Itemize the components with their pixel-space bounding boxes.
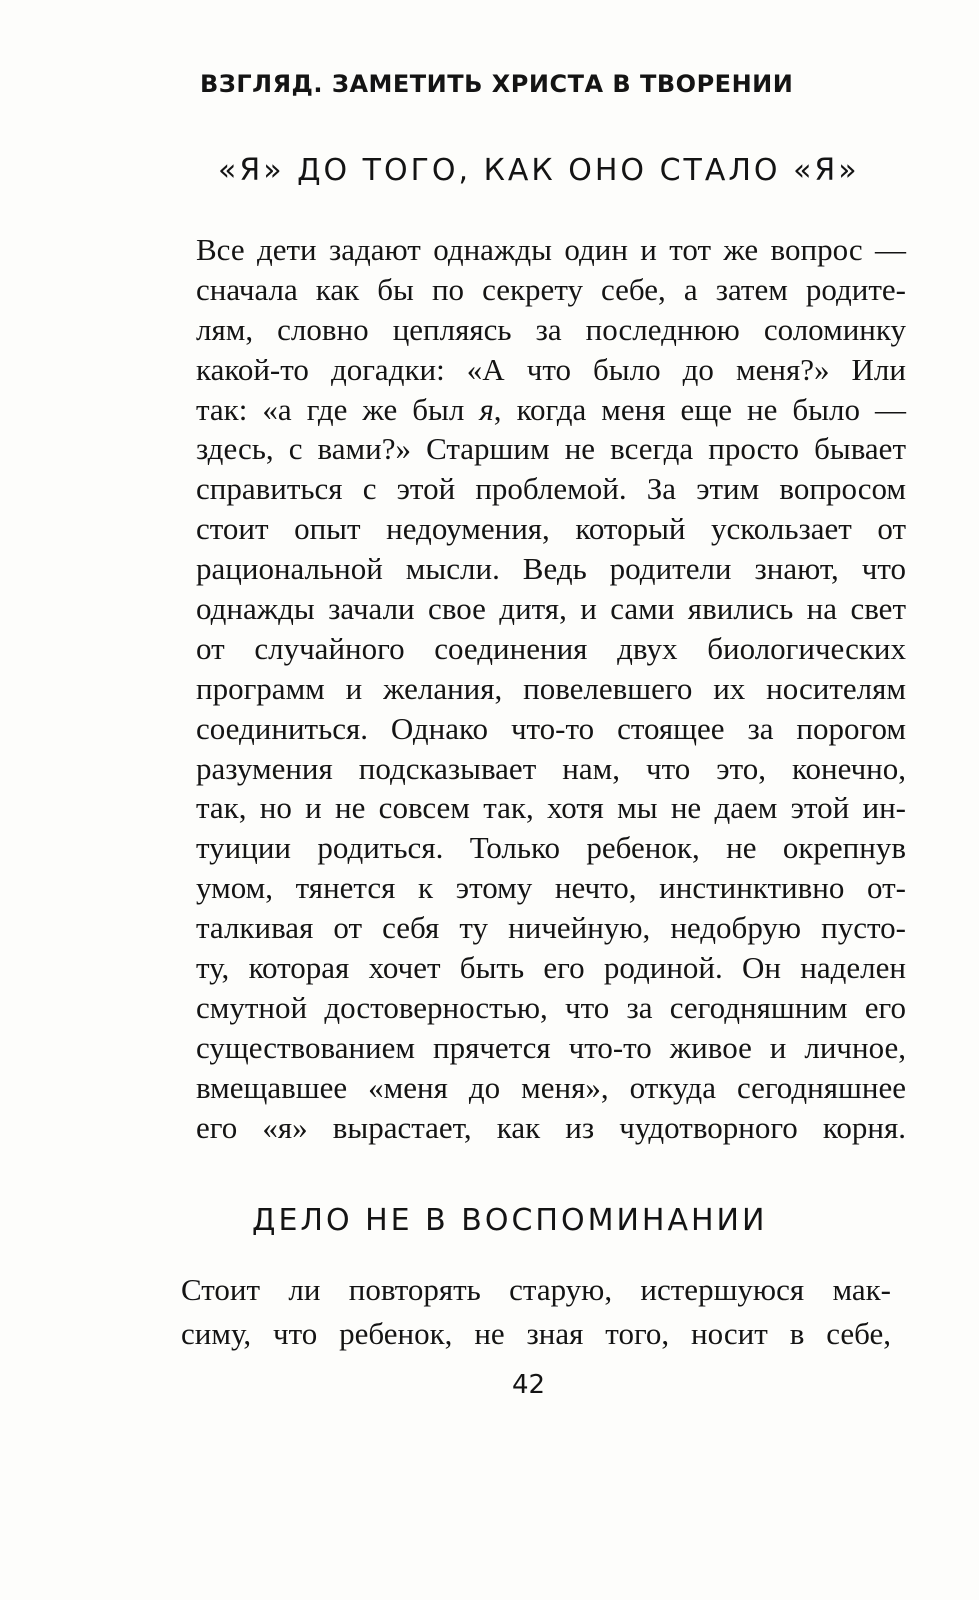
page-number: 42 xyxy=(512,1370,546,1400)
section-heading: ДЕЛО НЕ В ВОСПОМИНАНИИ xyxy=(252,1203,768,1238)
text-line: Все дети задают однажды один и тот же вопрос — xyxy=(196,232,906,267)
text-line: разумения подсказывает нам, что это, конечно, xyxy=(196,750,906,786)
text-line: талкивая от себя ту ничейную, недобрую пусто- xyxy=(196,910,906,946)
text-line: от случайного соединения двух биологических xyxy=(196,630,906,666)
running-header: ВЗГЛЯД. ЗАМЕТИТЬ ХРИСТА В ТВОРЕНИИ xyxy=(200,70,794,98)
text-line: однажды зачали свое дитя, и сами явились на свет xyxy=(196,591,906,627)
text-line: стоит опыт недоумения, который ускользает от xyxy=(196,511,906,547)
text-line: его «я» вырастает, как из чудотворного корня. xyxy=(196,1109,906,1145)
paragraph xyxy=(196,230,906,1147)
text-line: вмещавшее «меня до меня», откуда сегодняшнее xyxy=(196,1069,906,1105)
text-line: ту, которая хочет быть его родиной. Он наделен xyxy=(196,950,906,986)
text-line: рациональной мысли. Ведь родители знают, что xyxy=(196,551,906,587)
text-line: соединиться. Однако что-то стоящее за порогом xyxy=(196,710,906,746)
text-line: Стоит ли повторять старую, истершуюся мак- xyxy=(181,1272,891,1307)
text-line: умом, тянется к этому нечто, инстинктивно от- xyxy=(196,870,906,906)
text-line: так: «а где же был я, когда меня еще не было — xyxy=(196,391,906,427)
text-line: справиться с этой проблемой. За этим вопросом xyxy=(196,471,906,507)
text-line: лям, словно цепляясь за последнюю соломинку xyxy=(196,311,906,347)
text-line: так, но и не совсем так, хотя мы не даем этой ин- xyxy=(196,790,906,826)
text-line: программ и желания, повелевшего их носителям xyxy=(196,670,906,706)
text-line: какой-то догадки: «А что было до меня?» Или xyxy=(196,351,906,387)
paragraph xyxy=(181,1270,891,1358)
text-line: симу, что ребенок, не зная того, носит в себе, xyxy=(181,1316,891,1351)
section-heading: «Я» ДО ТОГО, КАК ОНО СТАЛО «Я» xyxy=(218,153,860,188)
text-line: смутной достоверностью, что за сегодняшним его xyxy=(196,989,906,1025)
text-line: сначала как бы по секрету себе, а затем родите- xyxy=(196,271,906,307)
text-line: здесь, с вами?» Старшим не всегда просто бывает xyxy=(196,431,906,467)
text-line: туиции родиться. Только ребенок, не окрепнув xyxy=(196,830,906,866)
text-line: существованием прячется что-то живое и личное, xyxy=(196,1029,906,1065)
